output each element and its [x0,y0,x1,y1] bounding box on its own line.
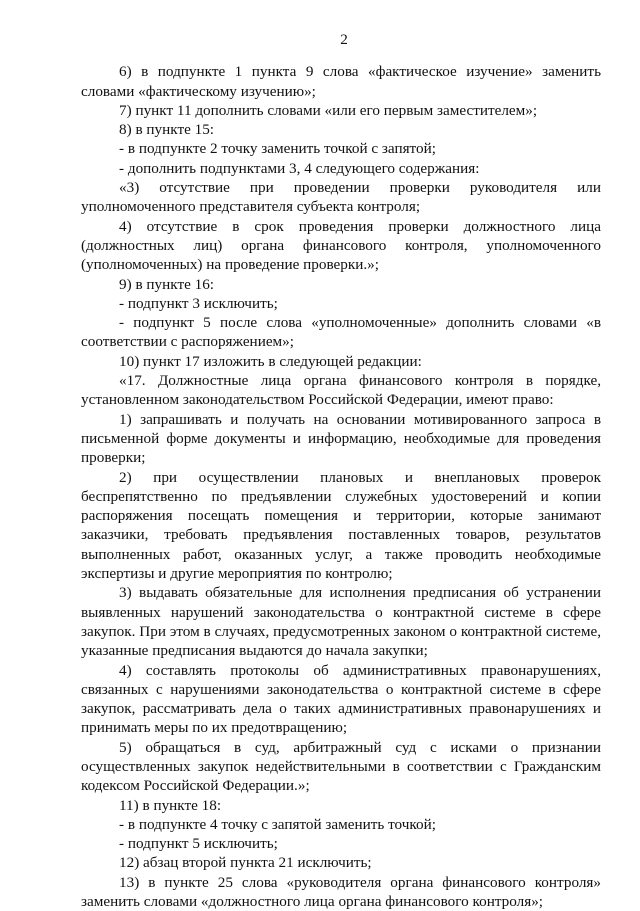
paragraph-item-12: 12) абзац второй пункта 21 исключить; [119,854,372,872]
paragraph-item-6: 6) в подпункте 1 пункта 9 слова «фактическое изучение» заменить словами «фактическому изучению»; [81,63,601,100]
paragraph-item-13: 13) в пункте 25 слова «руководителя органа финансового контроля» заменить словами «должностного лица органа финансового контроля»; [81,873,601,911]
paragraph-item-9: 9) в пункте 16: [119,275,215,293]
paragraph-item-11: 11) в пункте 18: [119,796,222,814]
paragraph-item-10: 10) пункт 17 изложить в следующей редакции: [119,352,422,370]
paragraph-item-11-sub-1: - в подпункте 4 точку с запятой заменить точкой; [119,815,436,833]
paragraph-item-9-sub-2: - подпункт 5 после слова «уполномоченные» дополнить словами «в соответствии с распоряжением»; [81,314,601,351]
paragraph-item-8-sub-1: - в подпункте 2 точку заменить точкой с запятой; [119,140,436,158]
paragraph-right-3: 3) выдавать обязательные для исполнения предписания об устранении выявленных нарушений законодательства о контрактной системе в сфере закупок. При этом в случаях, предусмотренных законом о контрактной системе, указанные предписания выдаются до начала закупки; [81,584,601,660]
paragraph-item-8-sub-2: - дополнить подпунктами 3, 4 следующего содержания: [119,159,480,177]
paragraph-quote-subitem-4: 4) отсутствие в срок проведения проверки должностного лица (должностных лиц) органа финансового контроля, уполномоченного (уполномоченных) на проведение проверки.»; [81,217,601,274]
paragraph-right-2: 2) при осуществлении плановых и внеплановых проверок беспрепятственно по предъявлении служебных удостоверений и копии распоряжения посещать помещения и территории, которые занимают заказчики, требовать предъявления поставленных товаров, результатов выполненных работ, оказанных услуг, а также проводить необходимые экспертизы и другие мероприятия по контролю; [81,468,601,583]
paragraph-right-1: 1) запрашивать и получать на основании мотивированного запроса в письменной форме документы и информацию, необходимые для проведения проверки; [81,410,601,467]
paragraph-right-5: 5) обращаться в суд, арбитражный суд с исками о признании осуществленных закупок недействительными в соответствии с Гражданским кодексом Российской Федерации.»; [81,738,601,795]
document-page [81,30,601,911]
page-number: 2 [340,31,348,48]
paragraph-item-11-sub-2: - подпункт 5 исключить; [119,835,278,853]
paragraph-quote-subitem-3: «3) отсутствие при проведении проверки руководителя или уполномоченного представителя субъекта контроля; [81,179,601,216]
paragraph-quote-item-17: «17. Должностные лица органа финансового контроля в порядке, установленном законодательством Российской Федерации, имеют право: [81,372,601,409]
paragraph-item-9-sub-1: - подпункт 3 исключить; [119,294,278,312]
paragraph-item-7: 7) пункт 11 дополнить словами «или его первым заместителем»; [119,101,538,119]
paragraph-item-8: 8) в пункте 15: [119,121,215,139]
paragraph-right-4: 4) составлять протоколы об административных правонарушениях, связанных с нарушениями законодательства о контрактной системе в сфере закупок, рассматривать дела о таких административных правонарушениях и принимать меры по их предотвращению; [81,661,601,737]
